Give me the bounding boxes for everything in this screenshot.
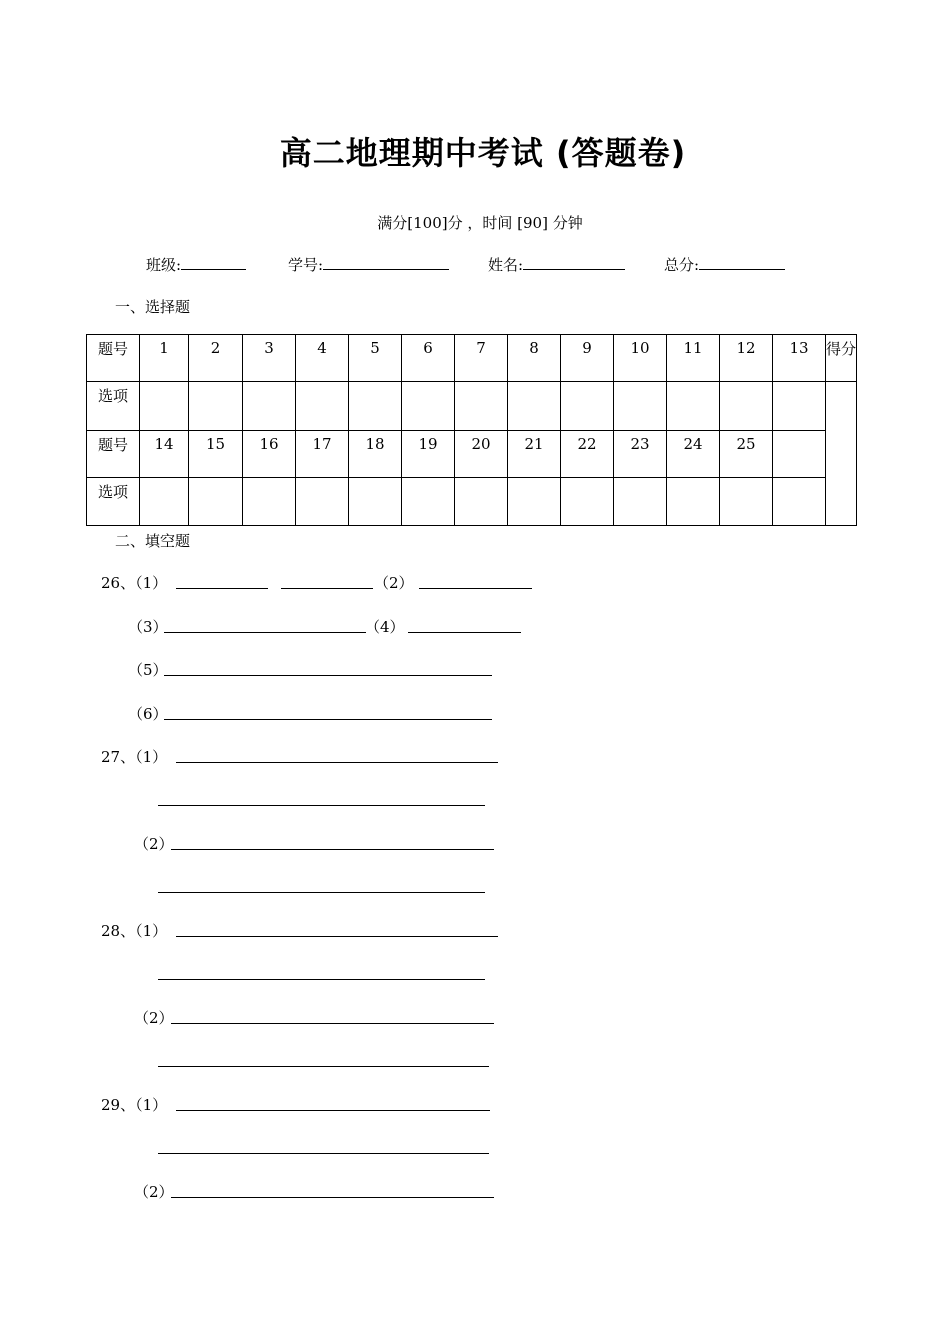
q28-2-line[interactable] xyxy=(171,1023,494,1024)
table-row xyxy=(87,335,857,382)
q27-2-line-2[interactable] xyxy=(158,892,485,893)
question-number: 1 xyxy=(140,335,189,382)
total-blank[interactable] xyxy=(699,255,785,270)
question-number: 4 xyxy=(296,335,349,382)
answer-cell[interactable] xyxy=(189,382,243,431)
question-number: 12 xyxy=(720,335,773,382)
question-number: 5 xyxy=(349,335,402,382)
question-number: 3 xyxy=(243,335,296,382)
q29-1-line[interactable] xyxy=(176,1110,490,1111)
answer-cell[interactable] xyxy=(402,478,455,526)
question-number: 19 xyxy=(402,431,455,478)
q28-1-line-2[interactable] xyxy=(158,979,485,980)
question-number: 16 xyxy=(243,431,296,478)
q26-2-line[interactable] xyxy=(419,588,532,589)
q26-3-label: （3） xyxy=(128,618,168,636)
question-number: 22 xyxy=(561,431,614,478)
score-header: 得分 xyxy=(826,335,857,382)
q26-6-line[interactable] xyxy=(164,719,492,720)
q27-1-line-2[interactable] xyxy=(158,805,485,806)
answer-cell[interactable] xyxy=(508,478,561,526)
q26-1b-line[interactable] xyxy=(281,588,373,589)
answer-cell[interactable] xyxy=(614,382,667,431)
answer-cell[interactable] xyxy=(349,478,402,526)
question-number: 2 xyxy=(189,335,243,382)
answer-cell[interactable] xyxy=(455,382,508,431)
answer-cell[interactable] xyxy=(561,382,614,431)
q26-3-line[interactable] xyxy=(164,632,366,633)
answer-cell[interactable] xyxy=(667,478,720,526)
table-row xyxy=(87,431,857,478)
q27-2-label: （2） xyxy=(134,835,174,853)
question-number: 25 xyxy=(720,431,773,478)
class-label: 班级: xyxy=(146,256,182,274)
name-field xyxy=(488,254,625,275)
row-header-option: 选项 xyxy=(87,478,140,526)
table-row xyxy=(87,478,857,526)
total-label: 总分: xyxy=(664,256,700,274)
question-number: 17 xyxy=(296,431,349,478)
question-number: 9 xyxy=(561,335,614,382)
question-number-empty xyxy=(773,431,826,478)
answer-cell[interactable] xyxy=(349,382,402,431)
question-number: 10 xyxy=(614,335,667,382)
answer-table xyxy=(86,334,857,526)
question-number: 7 xyxy=(455,335,508,382)
q26-5-line[interactable] xyxy=(164,675,492,676)
q27-label: 27、（1） xyxy=(101,748,168,766)
student-id-field xyxy=(288,254,449,275)
question-number: 14 xyxy=(140,431,189,478)
q26-2-label: （2） xyxy=(374,574,414,592)
student-id-label: 学号: xyxy=(288,256,324,274)
question-number: 20 xyxy=(455,431,508,478)
answer-cell[interactable] xyxy=(402,382,455,431)
question-number: 18 xyxy=(349,431,402,478)
answer-cell[interactable] xyxy=(773,478,826,526)
answer-cell[interactable] xyxy=(140,382,189,431)
class-field xyxy=(146,254,246,275)
student-id-blank[interactable] xyxy=(323,255,449,270)
q28-label: 28、（1） xyxy=(101,922,168,940)
q29-2-line[interactable] xyxy=(171,1197,494,1198)
q29-label: 29、（1） xyxy=(101,1096,168,1114)
answer-cell[interactable] xyxy=(140,478,189,526)
answer-cell[interactable] xyxy=(296,478,349,526)
question-number: 21 xyxy=(508,431,561,478)
row-header-option: 选项 xyxy=(87,382,140,431)
q26-4-label: （4） xyxy=(365,618,405,636)
question-number: 11 xyxy=(667,335,720,382)
name-blank[interactable] xyxy=(523,255,625,270)
question-number: 23 xyxy=(614,431,667,478)
total-field xyxy=(664,254,785,275)
answer-cell[interactable] xyxy=(508,382,561,431)
answer-cell[interactable] xyxy=(773,382,826,431)
section-title-fill: 二、填空题 xyxy=(115,532,191,550)
row-header-number: 题号 xyxy=(87,335,140,382)
question-number: 6 xyxy=(402,335,455,382)
q28-2-label: （2） xyxy=(134,1009,174,1027)
q27-1-line[interactable] xyxy=(176,762,498,763)
q26-4-line[interactable] xyxy=(408,632,521,633)
answer-cell[interactable] xyxy=(667,382,720,431)
q26-1a-line[interactable] xyxy=(176,588,268,589)
class-blank[interactable] xyxy=(181,255,246,270)
answer-cell[interactable] xyxy=(614,478,667,526)
table-row xyxy=(87,382,857,431)
page-title: 高二地理期中考试 (答题卷) xyxy=(279,134,687,172)
name-label: 姓名: xyxy=(488,256,524,274)
question-number: 15 xyxy=(189,431,243,478)
question-number: 8 xyxy=(508,335,561,382)
q29-2-label: （2） xyxy=(134,1183,174,1201)
answer-cell[interactable] xyxy=(561,478,614,526)
section-title-choice: 一、选择题 xyxy=(115,298,191,316)
q29-1-line-2[interactable] xyxy=(158,1153,489,1154)
q26-label: 26、（1） xyxy=(101,574,168,592)
q26-6-label: （6） xyxy=(128,705,168,723)
q28-1-line[interactable] xyxy=(176,936,498,937)
q27-2-line[interactable] xyxy=(171,849,494,850)
exam-subtitle: 满分[100]分 ，时间 [90] 分钟 xyxy=(377,214,583,232)
question-number: 24 xyxy=(667,431,720,478)
answer-cell[interactable] xyxy=(296,382,349,431)
question-number: 13 xyxy=(773,335,826,382)
answer-cell[interactable] xyxy=(720,382,773,431)
answer-cell[interactable] xyxy=(455,478,508,526)
answer-cell[interactable] xyxy=(189,478,243,526)
q26-5-label: （5） xyxy=(128,661,168,679)
q28-2-line-2[interactable] xyxy=(158,1066,489,1067)
score-cell[interactable] xyxy=(826,382,857,526)
answer-cell[interactable] xyxy=(720,478,773,526)
answer-cell[interactable] xyxy=(243,478,296,526)
answer-cell[interactable] xyxy=(243,382,296,431)
row-header-number: 题号 xyxy=(87,431,140,478)
